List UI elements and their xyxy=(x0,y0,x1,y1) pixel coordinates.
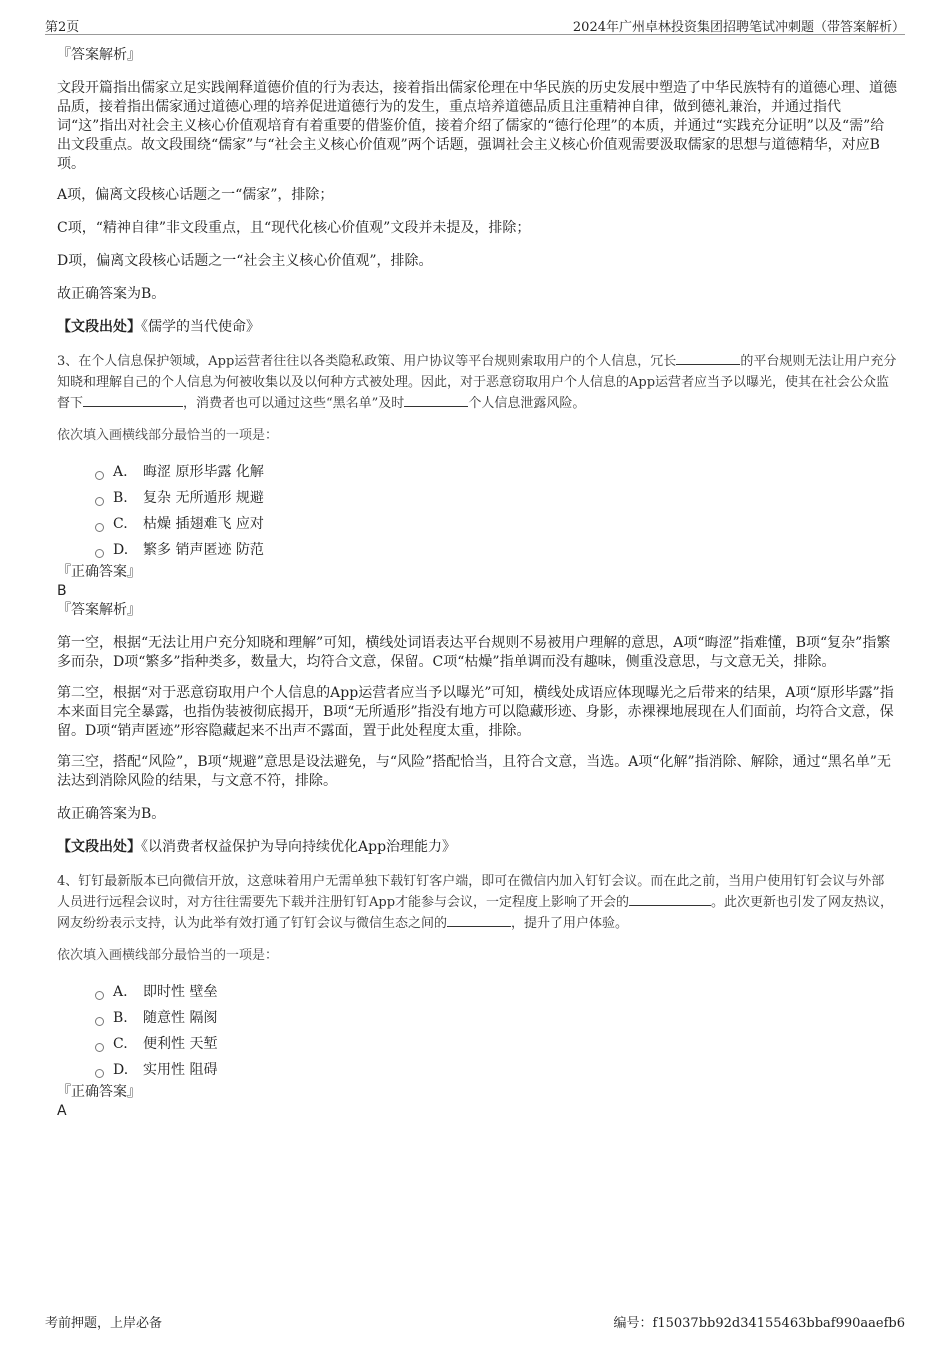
q3-blank-1 xyxy=(676,352,740,365)
q3-option-c[interactable]: C. 枯燥 插翅难飞 应对 xyxy=(95,511,897,537)
radio-icon[interactable] xyxy=(95,1069,104,1078)
radio-icon[interactable] xyxy=(95,523,104,532)
q3-option-a[interactable]: A. 晦涩 原形毕露 化解 xyxy=(95,459,897,485)
q2-source xyxy=(57,318,897,337)
q3-blank-3 xyxy=(404,394,468,407)
q2-analysis-option-a: A项，偏离文段核心话题之一“儒家”，排除； xyxy=(57,187,334,203)
footer-serial: 编号：f15037bb92d34155463bbaf990aaefb6 xyxy=(613,1316,905,1331)
q3-analysis-label: 『答案解析』 xyxy=(57,602,141,618)
q3-analysis-paragraph-3: 第三空，搭配“风险”，B项“规避”意思是设法避免，与“风险”搭配恰当，且符合文意，当选。A项“化解”指消除、解除，通过“黑名单”无法达到消除风险的结果，与文意不符，排除。 xyxy=(57,754,891,789)
radio-icon[interactable] xyxy=(95,1043,104,1052)
page-number: 第2页 xyxy=(45,20,80,35)
q4-blank-2 xyxy=(447,914,511,927)
q3-stem: 3、在个人信息保护领域，App运营者往往以各类隐私政策、用户协议等平台规则索取用户的个人信息，冗长 的平台规则无法让用户充分知晓和理解自己的个人信息为何被收集以及以何种方式被处理。因此，对于恶意窃取用户个人信息的App运营者应当予以曝光，使其在社会公众监督下 ，消费者也可以通过这些“黑名单”及时 个人信息泄露风险。 xyxy=(57,354,897,411)
q4-answer-label: 『正确答案』 xyxy=(57,1084,141,1100)
radio-icon[interactable] xyxy=(95,471,104,480)
main-content xyxy=(57,46,897,1121)
q3-source-title: 《以消费者权益保护为导向持续优化App治理能力》 xyxy=(141,839,457,855)
q3-option-d[interactable]: D. 繁多 销声匿迹 防范 xyxy=(95,537,897,563)
q2-source-title: 《儒学的当代使命》 xyxy=(141,319,260,335)
q3-conclusion: 故正确答案为B。 xyxy=(57,806,166,822)
q2-analysis-option-c: C项，“精神自律”非文段重点，且“现代化核心价值观”文段并未提及，排除； xyxy=(57,220,531,236)
page-header xyxy=(45,14,905,35)
q3-source xyxy=(57,838,897,857)
document-title: 2024年广州卓林投资集团招聘笔试冲刺题（带答案解析） xyxy=(572,20,905,35)
q2-analysis-label: 『答案解析』 xyxy=(57,47,141,63)
q4-option-c[interactable]: C. 便利性 天堑 xyxy=(95,1031,897,1057)
q4-option-b[interactable]: B. 随意性 隔阂 xyxy=(95,1005,897,1031)
q4-options xyxy=(95,979,897,1083)
q4-hint: 依次填入画横线部分最恰当的一项是： xyxy=(57,948,279,963)
q4-blank-1 xyxy=(629,893,711,906)
q4-stem: 4、钉钉最新版本已向微信开放，这意味着用户无需单独下载钉钉客户端，即可在微信内加入钉钉会议。而在此之前，当用户使用钉钉会议与外部人员进行远程会议时，对方往往需要先下载并注册钉钉App才能参与会议，一定程度上影响了开会的 。此次更新也引发了网友热议，网友纷纷表示支持，认为此举有效打通了钉钉会议与微信生态之间的 ，提升了用户体验。 xyxy=(57,874,894,931)
q3-option-b[interactable]: B. 复杂 无所遁形 规避 xyxy=(95,485,897,511)
q2-conclusion: 故正确答案为B。 xyxy=(57,286,166,302)
q3-source-label: 【文段出处】 xyxy=(57,839,141,855)
q4-option-d[interactable]: D. 实用性 阻碍 xyxy=(95,1057,897,1083)
footer-slogan: 考前押题，上岸必备 xyxy=(45,1316,163,1331)
q4-answer: A xyxy=(57,1103,67,1119)
radio-icon[interactable] xyxy=(95,991,104,1000)
q3-analysis-paragraph-2: 第二空，根据“对于恶意窃取用户个人信息的App运营者应当予以曝光”可知，横线处成语应体现曝光之后带来的结果，A项“原形毕露”指本来面目完全暴露，也指伪装被彻底揭开，B项“无所遁形”指没有地方可以隐藏形迹、身影，赤裸裸地展现在人们面前，均符合文意，保留。D项“销声匿迹”形容隐藏起来不出声不露面，置于此处程度太重，排除。 xyxy=(57,685,894,739)
q4-option-a[interactable]: A. 即时性 壁垒 xyxy=(95,979,897,1005)
q3-options xyxy=(95,459,897,563)
q3-analysis-paragraph-1: 第一空，根据“无法让用户充分知晓和理解”可知，横线处词语表达平台规则不易被用户理解的意思，A项“晦涩”指难懂，B项“复杂”指繁多而杂，D项“繁多”指种类多，数量大，均符合文意，保留。C项“枯燥”指单调而没有趣味，侧重没意思，与文意无关，排除。 xyxy=(57,635,891,670)
radio-icon[interactable] xyxy=(95,1017,104,1026)
q3-hint: 依次填入画横线部分最恰当的一项是： xyxy=(57,428,279,443)
q3-answer-label: 『正确答案』 xyxy=(57,564,141,580)
q2-analysis-option-d: D项，偏离文段核心话题之一“社会主义核心价值观”，排除。 xyxy=(57,253,433,269)
radio-icon[interactable] xyxy=(95,497,104,506)
q3-answer: B xyxy=(57,583,67,599)
radio-icon[interactable] xyxy=(95,549,104,558)
q2-source-label: 【文段出处】 xyxy=(57,319,141,335)
q2-analysis-paragraph: 文段开篇指出儒家立足实践阐释道德价值的行为表达，接着指出儒家伦理在中华民族的历史发展中塑造了中华民族特有的道德心理、道德品质，接着指出儒家通过道德心理的培养促进道德行为的发生，重点培养道德品质且注重精神自律，做到德礼兼治，并通过指代词“这”指出对社会主义核心价值观培育有着重要的借鉴价值，接着介绍了儒家的“德行伦理”的本质，并通过“实践充分证明”以及“需”给出文段重点。故文段围绕“儒家”与“社会主义核心价值观”两个话题，强调社会主义核心价值观需要汲取儒家的思想与道德精华，对应B项。 xyxy=(57,80,897,172)
q3-blank-2 xyxy=(83,394,183,407)
